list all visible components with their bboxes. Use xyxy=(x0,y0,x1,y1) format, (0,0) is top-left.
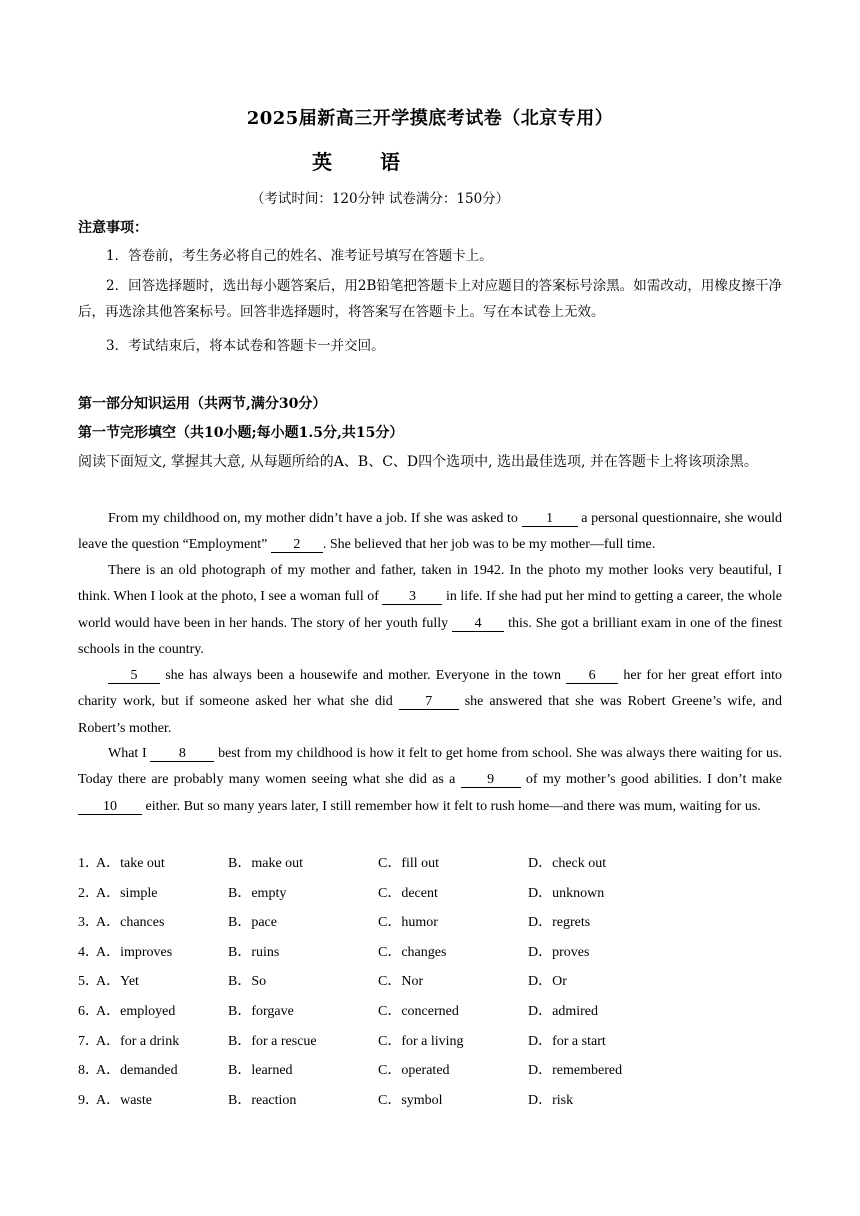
question-number: 6． xyxy=(78,1003,99,1019)
question-number: 5． xyxy=(78,974,99,990)
exam-title: 2025届新高三开学摸底考试卷（北京专用） xyxy=(246,108,614,129)
passage-text: best from my childhood is how it felt to get home from school. She was always there waiting for us. Today there are probably many women seeing what she did as a xyxy=(78,746,782,788)
option-d: D．unknown xyxy=(528,885,605,901)
passage-paragraph-1 xyxy=(78,506,782,559)
blank-9: 9 xyxy=(461,773,521,788)
exam-meta: （考试时间：120分钟 试卷满分：150分） xyxy=(250,191,510,207)
question-number: 1． xyxy=(78,856,99,871)
option-a: A．Yet xyxy=(96,974,139,990)
blank-8: 8 xyxy=(150,747,214,762)
passage-text: her for her great effort into charity work, but if someone asked her what she did xyxy=(78,668,782,710)
question-row xyxy=(78,994,782,1024)
question-row xyxy=(78,905,782,935)
question-number: 4． xyxy=(78,944,99,960)
passage-text: in life. If she had put her mind to getting a career, the whole world would have been in her hands. The story of her youth fully xyxy=(78,589,782,631)
notice-item-2: 2．回答选择题时，选出每小题答案后，用2B铅笔把答题卡上对应题目的答案标号涂黑。如需改动，用橡皮擦干净后，再选涂其他答案标号。回答非选择题时，将答案写在答题卡上。写在本试卷上无效。 xyxy=(78,278,782,320)
question-number: 8． xyxy=(78,1063,99,1079)
notice-heading: 注意事项： xyxy=(78,220,148,236)
option-d: D．regrets xyxy=(528,915,591,931)
option-d: D．admired xyxy=(528,1003,598,1019)
option-b: B．ruins xyxy=(228,944,280,960)
option-d: D．risk xyxy=(528,1092,574,1108)
option-a: A．for a drink xyxy=(96,1033,180,1049)
question-row xyxy=(78,964,782,994)
option-b: B．So xyxy=(228,974,267,990)
passage-paragraph-3 xyxy=(78,663,782,742)
option-a: A．demanded xyxy=(96,1063,178,1079)
section-instructions: 阅读下面短文, 掌握其大意, 从每题所给的A、B、C、D四个选项中, 选出最佳选项, 并在答题卡上将该项涂黑。 xyxy=(78,454,758,470)
option-c: C．concerned xyxy=(378,1003,459,1019)
option-a: A．chances xyxy=(96,915,165,931)
blank-7: 7 xyxy=(399,695,459,710)
question-row xyxy=(78,935,782,965)
option-c: C．changes xyxy=(378,944,447,960)
option-a: A．employed xyxy=(96,1003,176,1019)
option-a: A．simple xyxy=(96,885,158,901)
option-b: B．learned xyxy=(228,1063,293,1079)
blank-4: 4 xyxy=(452,617,504,632)
option-b: B．forgave xyxy=(228,1003,294,1019)
notice-item-3: 3．考试结束后，将本试卷和答题卡一并交回。 xyxy=(106,338,385,354)
option-a: A．improves xyxy=(96,944,173,960)
passage-text: she answered that she was Robert Greene’s wife, and Robert’s mother. xyxy=(78,694,782,736)
passage-paragraph-2 xyxy=(78,558,782,663)
option-c: C．humor xyxy=(378,915,438,931)
option-b: B．reaction xyxy=(228,1092,297,1108)
option-c: C．fill out xyxy=(378,856,440,871)
passage-text: There is an old photograph of my mother and father, taken in 1942. In the photo my mother looks very beautiful, I think. When I look at the photo, I see a woman full of xyxy=(78,563,782,605)
option-a: A．waste xyxy=(96,1092,152,1108)
passage-text: either. But so many years later, I still remember how it felt to rush home—and there was mum, waiting for us. xyxy=(142,798,761,814)
question-row xyxy=(78,1024,782,1054)
subject-title: 英语 xyxy=(312,150,448,174)
option-b: B．for a rescue xyxy=(228,1033,317,1049)
question-number: 7． xyxy=(78,1033,99,1049)
passage-paragraph-4 xyxy=(78,741,782,820)
option-c: C．for a living xyxy=(378,1033,464,1049)
option-c: C．symbol xyxy=(378,1092,443,1108)
option-b: B．make out xyxy=(228,856,304,871)
question-row xyxy=(78,1053,782,1083)
question-row xyxy=(78,1083,782,1113)
blank-3: 3 xyxy=(382,590,442,605)
passage-text: she has always been a housewife and mother. Everyone in the town xyxy=(160,668,567,683)
passage-text: . She believed that her job was to be my mother—full time. xyxy=(322,537,656,553)
option-c: C．operated xyxy=(378,1063,450,1079)
option-c: C．decent xyxy=(378,885,438,901)
question-number: 2． xyxy=(78,885,99,901)
question-row xyxy=(78,846,782,876)
blank-10: 10 xyxy=(78,800,142,815)
option-d: D．for a start xyxy=(528,1033,606,1049)
passage-text: this. She got a brilliant exam in one of the finest schools in the country. xyxy=(78,615,782,657)
option-d: D．remembered xyxy=(528,1063,623,1079)
option-b: B．empty xyxy=(228,885,287,901)
question-number: 9． xyxy=(78,1092,99,1108)
option-d: D．Or xyxy=(528,974,567,990)
blank-6: 6 xyxy=(566,669,618,684)
notice-item-1: 1．答卷前，考生务必将自己的姓名、准考证号填写在答题卡上。 xyxy=(106,248,493,264)
part-heading: 第一部分知识运用（共两节,满分30分） xyxy=(78,396,327,412)
passage-text: From my childhood on, my mother didn’t have a job. If she was asked to xyxy=(108,511,522,526)
option-a: A．take out xyxy=(96,856,165,871)
blank-2: 2 xyxy=(271,538,323,553)
question-number: 3． xyxy=(78,915,99,931)
option-c: C．Nor xyxy=(378,974,424,990)
passage-text: of my mother’s good abilities. I don’t make xyxy=(520,772,782,788)
question-options xyxy=(78,846,782,1112)
section-heading: 第一节完形填空（共10小题;每小题1.5分,共15分） xyxy=(78,425,404,441)
blank-1: 1 xyxy=(522,512,578,527)
blank-5: 5 xyxy=(108,669,160,684)
passage-text: a personal questionnaire, she would leave the question “Employment” xyxy=(78,511,782,553)
question-row xyxy=(78,876,782,906)
option-d: D．proves xyxy=(528,944,590,960)
option-b: B．pace xyxy=(228,915,277,931)
passage-text: What I xyxy=(108,746,151,761)
option-d: D．check out xyxy=(528,856,607,871)
